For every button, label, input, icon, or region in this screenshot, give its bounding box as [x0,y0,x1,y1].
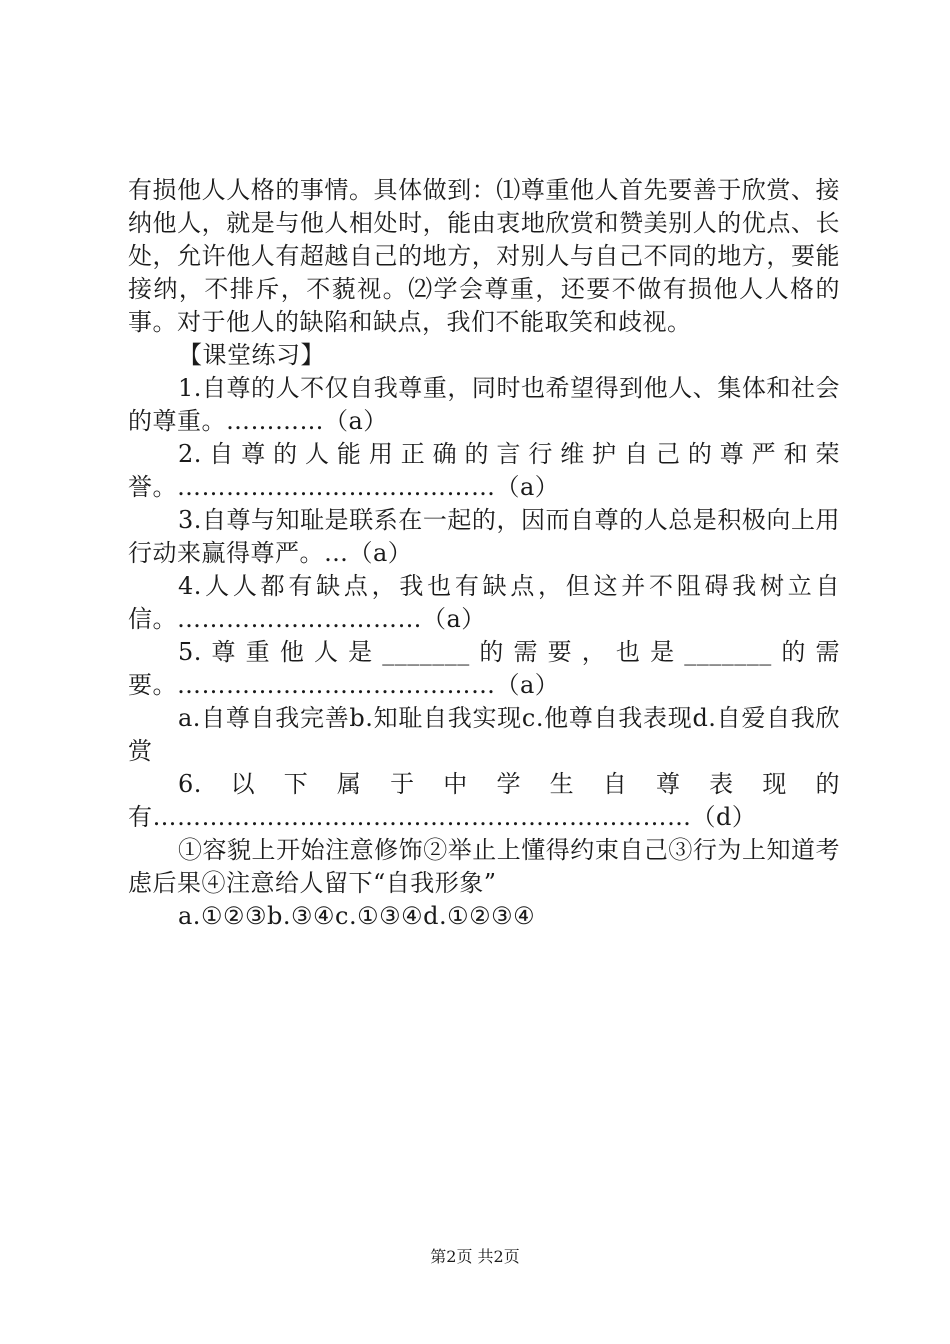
exercise-question-5-options: a.自尊自我完善b.知耻自我实现c.他尊自我表现d.自爱自我欣赏 [128,704,840,765]
exercise-question-6-items: ①容貌上开始注意修饰②举止上懂得约束自己③行为上知道考虑后果④注意给人留下“自我形象” [128,836,840,897]
page-number: 第2页 共2页 [430,1247,520,1266]
page-footer [0,1246,950,1268]
exercise-question-5: 5.尊重他人是_______的需要，也是_______的需要。…………………………………（a） [128,638,840,699]
exercise-question-3: 3.自尊与知耻是联系在一起的，因而自尊的人总是积极向上用行动来赢得尊严。…（a） [128,506,840,567]
exercise-question-6: 6.以下属于中学生自尊表现的有…………………………………………………………（d） [128,770,840,831]
exercise-question-4: 4.人人都有缺点，我也有缺点，但这并不阻碍我树立自信。…………………………（a） [128,572,840,633]
exercise-question-2: 2.自尊的人能用正确的言行维护自己的尊严和荣誉。…………………………………（a） [128,440,840,501]
section-heading: 【课堂练习】 [178,341,325,369]
document-body [128,174,840,933]
exercise-question-6-options: a.①②③b.③④c.①③④d.①②③④ [178,902,536,930]
exercise-question-1: 1.自尊的人不仅自我尊重，同时也希望得到他人、集体和社会的尊重。…………（a） [128,374,840,435]
intro-paragraph: 有损他人人格的事情。具体做到：⑴尊重他人首先要善于欣赏、接纳他人，就是与他人相处时，能由衷地欣赏和赞美别人的优点、长处，允许他人有超越自己的地方，对别人与自己不同的地方，要能接纳，不排斥，不藐视。⑵学会尊重，还要不做有损他人人格的事。对于他人的缺陷和缺点，我们不能取笑和歧视。 [128,176,840,336]
